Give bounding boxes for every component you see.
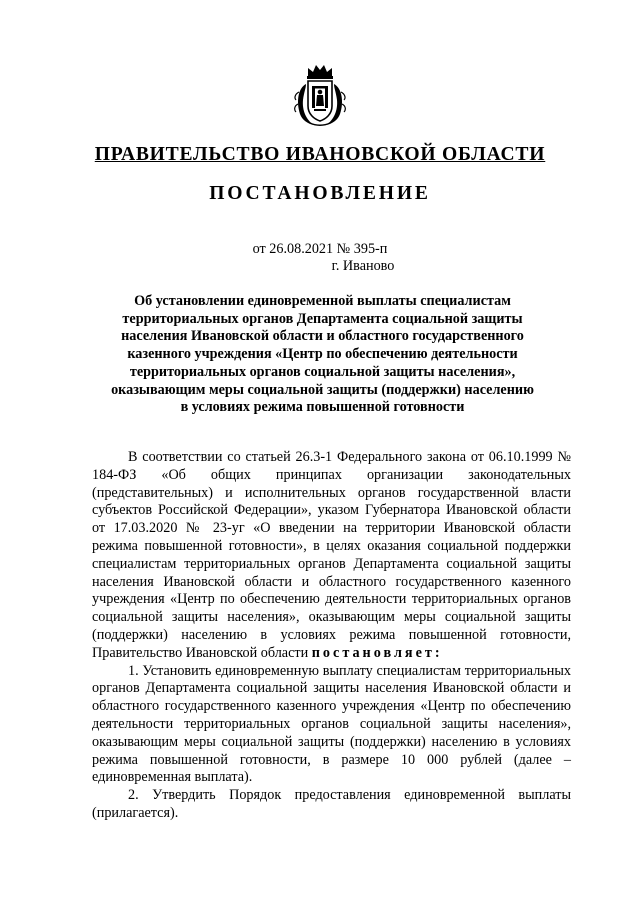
decree-item: 2. Утвердить Порядок предоставления единовременной выплаты (прилагается). <box>92 787 571 821</box>
heading-line: Об установлении единовременной выплаты специалистам <box>134 293 511 309</box>
heading-line: в условиях режима повышенной готовности <box>180 399 465 416</box>
coat-of-arms-icon <box>294 62 346 128</box>
document-date: от 26.08.2021 <box>252 241 334 257</box>
heading-line: территориальных органов социальной защиты населения», <box>129 363 516 380</box>
heading-line: казенного учреждения «Центр по обеспечению деятельности <box>127 346 518 363</box>
preamble-text: В соответствии со статьей 26.3-1 Федерального закона от 06.10.1999 № 184-ФЗ «Об общих принципах организации законодательных (представительных) и исполнительных органов государственной власти субъектов Российской Федерации», указом Губернатора Ивановской области от 17.03.2020 № 23-уг «О введении на территории Ивановской области режима повышенной готовности», в целях оказания социальной поддержки специалистам территориальных органов Департамента социальной защиты населения Ивановской области и областного государственного казенного учреждения «Центр по обеспечению деятельности территориальных органов социальной защиты населения», оказывающим меры социальной защиты (поддержки) населению в условиях режима повышенной готовности, Правительство Ивановской области <box>92 449 571 661</box>
document-number: № 395-п <box>336 241 388 257</box>
decree-item: 1. Установить единовременную выплату специалистам территориальных органов Департамента социальной защиты населения Ивановской области и областного государственного казенного учреждения «Центр по обеспечению деятельности территориальных органов социальной защиты населения», оказывающим меры социальной защиты (поддержки) населению в условиях режима повышенной готовности, в размере 10 000 рублей (далее – единовременная выплата). <box>92 662 571 786</box>
document-date-number <box>0 241 640 258</box>
document-body <box>92 449 571 823</box>
preamble-paragraph <box>92 449 571 663</box>
document-type: ПОСТАНОВЛЕНИЕ <box>209 183 431 204</box>
city-name: г. Иваново <box>331 258 395 274</box>
document-heading <box>105 293 540 417</box>
document-city <box>0 258 640 275</box>
decree-word: постановляет: <box>311 644 443 661</box>
heading-line: оказывающим меры социальной защиты (поддержки) населению <box>111 381 534 398</box>
heading-line: населения Ивановской области и областного государственного <box>121 328 524 345</box>
government-title: ПРАВИТЕЛЬСТВО ИВАНОВСКОЙ ОБЛАСТИ <box>94 144 546 165</box>
heading-line: территориальных органов Департамента социальной защиты <box>122 310 523 327</box>
